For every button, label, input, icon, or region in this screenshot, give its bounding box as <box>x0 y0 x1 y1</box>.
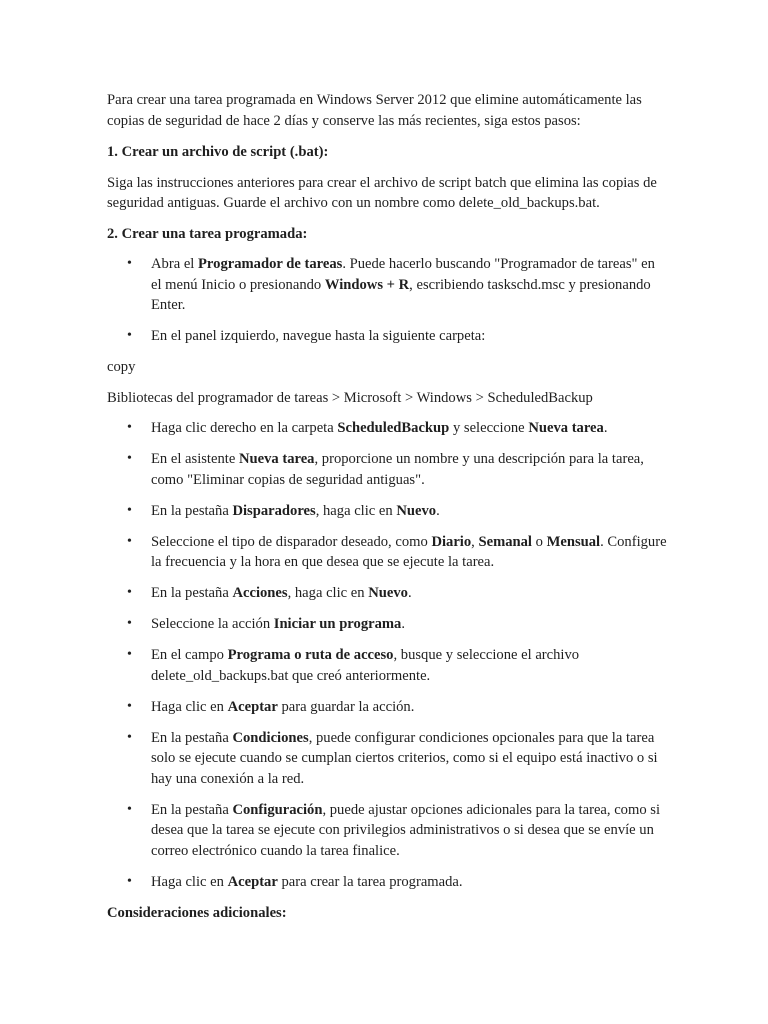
text-segment: para guardar la acción. <box>277 698 415 715</box>
bold-text: Diario <box>431 533 472 550</box>
section-1-body: Siga las instrucciones anteriores para crear el archivo de script batch que elimina las copias de seguridad antiguas. Guarde el archivo con un nombre como delete_old_backups.bat. <box>107 174 657 211</box>
bold-text: Condiciones <box>232 729 309 746</box>
bold-text: Aceptar <box>227 873 278 890</box>
bold-text: Acciones <box>232 585 288 601</box>
section-3-heading: Consideraciones adicionales: <box>107 904 287 921</box>
bold-text: Semanal <box>478 533 532 550</box>
text-segment: . <box>436 502 440 519</box>
text-segment: Haga clic en <box>151 873 228 890</box>
bullet-list-b <box>107 418 667 892</box>
text-segment: En la pestaña <box>151 502 233 519</box>
bold-text: Disparadores <box>232 502 316 519</box>
text-segment: , puede configurar condiciones opcionales para que la tarea solo se ejecute cuando se cumplan ciertos criterios, como si el equipo está inactivo o si hay una conexión a la red. <box>151 729 658 787</box>
list-item <box>107 254 667 316</box>
bold-text: Nueva tarea <box>238 451 315 467</box>
text-segment: . <box>401 616 405 632</box>
text-segment: En la pestaña <box>151 585 233 601</box>
text-segment: , escribiendo taskschd.msc y presionando Enter. <box>151 276 651 313</box>
list-item <box>107 697 667 718</box>
text-segment: para crear la tarea programada. <box>277 873 463 890</box>
bold-text: Programador de tareas <box>198 256 343 272</box>
text-segment: , puede ajustar opciones adicionales para la tarea, como si desea que la tarea se ejecute con privilegios administrativos o si desea que se envíe un correo electrónico cuando la tarea finalice. <box>151 801 660 859</box>
bold-text: Nueva tarea <box>528 420 604 436</box>
bullet-list-a <box>107 254 667 347</box>
bold-text: Windows + R <box>324 276 410 293</box>
list-item <box>107 872 667 893</box>
code-label: copy <box>107 359 136 375</box>
text-segment: , haga clic en <box>287 585 369 601</box>
bold-text: Programa o ruta de acceso <box>227 647 394 663</box>
section-2-heading: 2. Crear una tarea programada: <box>107 225 308 242</box>
text-segment: Abra el <box>151 256 199 272</box>
text-segment: Seleccione la acción <box>151 616 274 632</box>
list-item <box>107 326 667 347</box>
text-segment: , busque y seleccione el archivo delete_old_backups.bat que creó anteriormente. <box>151 647 580 684</box>
text-segment: En el panel izquierdo, navegue hasta la siguiente carpeta: <box>151 328 486 344</box>
folder-path: Bibliotecas del programador de tareas > Microsoft > Windows > ScheduledBackup <box>107 389 593 406</box>
bold-text: Nuevo <box>396 502 437 519</box>
bold-text: Aceptar <box>227 698 278 715</box>
text-segment: . <box>407 585 412 601</box>
text-segment: , haga clic en <box>315 502 397 519</box>
text-segment: , <box>471 533 479 550</box>
list-item <box>107 728 667 790</box>
bold-text: Configuración <box>232 801 323 818</box>
text-segment: . Puede hacerlo buscando "Programador de tareas" en el menú Inicio o presionando <box>151 256 655 293</box>
text-segment: y seleccione <box>449 420 529 436</box>
text-segment: En la pestaña <box>151 801 233 818</box>
text-segment: Haga clic en <box>151 698 228 715</box>
list-item <box>107 501 667 522</box>
text-segment: Seleccione el tipo de disparador deseado, como <box>151 533 432 550</box>
document-page <box>107 90 667 933</box>
section-1-heading: 1. Crear un archivo de script (.bat): <box>107 144 329 160</box>
text-segment: . <box>603 420 608 436</box>
text-segment: o <box>531 533 547 550</box>
list-item <box>107 614 667 635</box>
intro-paragraph: Para crear una tarea programada en Windows Server 2012 que elimine automáticamente las copias de seguridad de hace 2 días y conserve las más recientes, siga estos pasos: <box>107 92 642 129</box>
list-item <box>107 800 667 862</box>
list-item <box>107 645 667 686</box>
list-item <box>107 583 667 604</box>
list-item <box>107 532 667 573</box>
list-item <box>107 418 667 439</box>
bold-text: Nuevo <box>368 585 408 601</box>
text-segment: . Configure la frecuencia y la hora en que desea que se ejecute la tarea. <box>151 533 667 570</box>
text-segment: Haga clic derecho en la carpeta <box>151 420 338 436</box>
bold-text: ScheduledBackup <box>337 420 450 436</box>
text-segment: En el asistente <box>151 451 239 467</box>
text-segment: , proporcione un nombre y una descripción para la tarea, como "Eliminar copias de seguridad antiguas". <box>151 451 644 488</box>
bold-text: Mensual <box>546 533 601 550</box>
text-segment: En la pestaña <box>151 729 233 746</box>
bold-text: Iniciar un programa <box>273 616 402 632</box>
list-item <box>107 449 667 490</box>
text-segment: En el campo <box>151 647 228 663</box>
